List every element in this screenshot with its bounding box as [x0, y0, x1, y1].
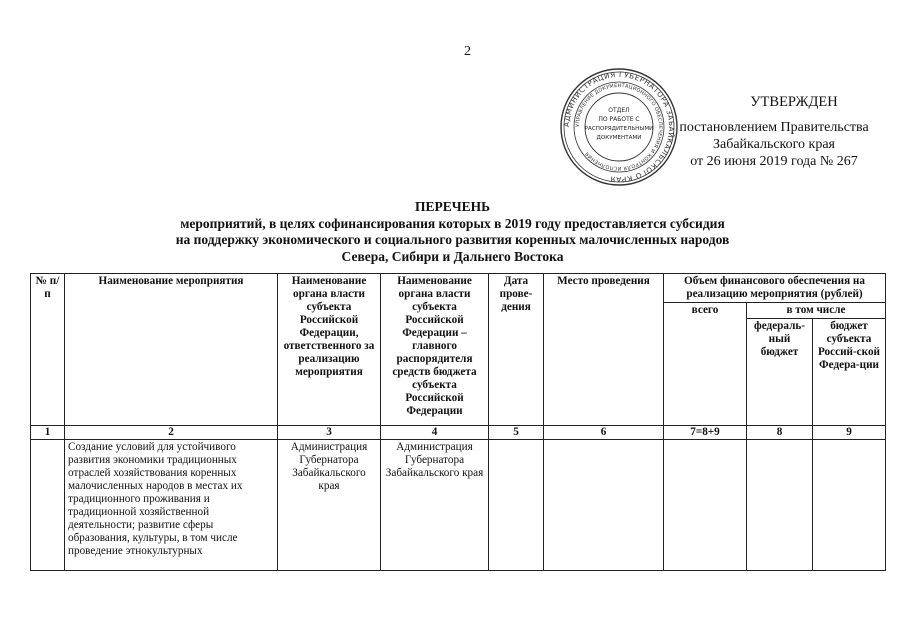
cell-regional	[813, 440, 886, 571]
column-number: 9	[813, 426, 886, 440]
title-line-4: Севера, Сибири и Дальнего Востока	[341, 248, 564, 264]
title-line-1: ПЕРЕЧЕНЬ	[414, 199, 491, 214]
events-table	[30, 273, 886, 571]
column-number: 7=8+9	[664, 426, 747, 440]
column-numbers-row	[31, 426, 886, 440]
page-number: 2	[464, 44, 471, 59]
seal-center-line-1: ОТДЕЛ	[608, 107, 630, 114]
seal-center-line-4: ДОКУМЕНТАМИ	[596, 135, 642, 141]
column-number: 5	[489, 426, 544, 440]
title-line-2: мероприятий, в целях софинансирования которых в 2019 году предоставляется субсидия	[180, 215, 725, 231]
column-number: 8	[747, 426, 813, 440]
table-row	[31, 440, 886, 571]
approval-line-2: Забайкальского края	[712, 137, 835, 152]
header-total: всего	[664, 303, 747, 426]
document-title	[90, 199, 815, 265]
approval-line-3: от 26 июня 2019 года № 267	[690, 154, 858, 169]
title-line-3: на поддержку экономического и социального развития коренных малочисленных народов	[175, 232, 730, 247]
cell-place	[544, 440, 664, 571]
cell-num	[31, 440, 65, 571]
header-including: в том числе	[747, 303, 886, 319]
cell-total	[664, 440, 747, 571]
approval-heading: УТВЕРЖДЕН	[750, 94, 838, 110]
column-number: 6	[544, 426, 664, 440]
header-num: № п/п	[31, 274, 65, 426]
header-federal: федераль-ный бюджет	[747, 319, 813, 426]
header-name: Наименование мероприятия	[65, 274, 278, 426]
column-number: 4	[381, 426, 489, 440]
header-regional: бюджет субъекта Россий-ской Федера-ции	[813, 319, 886, 426]
cell-distributor: Администрация Губернатора Забайкальского края	[381, 440, 489, 571]
approval-block	[660, 94, 888, 170]
header-volume: Объем финансового обеспечения на реализацию мероприятия (рублей)	[664, 274, 886, 303]
seal-center-line-3: РАСПОРЯДИТЕЛЬНЫМИ	[584, 126, 654, 132]
approval-line-1: постановлением Правительства	[679, 120, 869, 135]
cell-date	[489, 440, 544, 571]
seal-center-line-2: ПО РАБОТЕ С	[598, 116, 640, 123]
column-number: 2	[65, 426, 278, 440]
cell-federal	[747, 440, 813, 571]
cell-name: Создание условий для устойчивого развития экономики традиционных отраслей хозяйствования коренных малочисленных народов в местах их традиционного проживания и традиционной хозяйственной деятельности; развитие сферы образования, культуры, в том числе проведение этнокультурных	[65, 440, 278, 571]
header-distributor: Наименование органа власти субъекта Российской Федерации – главного распорядителя средств бюджета субъекта Российской Федерации	[381, 274, 489, 426]
column-number: 3	[278, 426, 381, 440]
header-place: Место проведения	[544, 274, 664, 426]
seal-inner-text: УПРАВЛЕНИЕ ДОКУМЕНТАЦИОННОГО ОБЕСПЕЧЕНИЯ И КОНТРОЛЯ ИСПОЛНЕНИЯ	[574, 82, 664, 172]
column-number: 1	[31, 426, 65, 440]
header-responsible: Наименование органа власти субъекта Российской Федерации, ответственного за реализацию мероприятия	[278, 274, 381, 426]
header-date: Дата прове-дения	[489, 274, 544, 426]
seal-outer-text: АДМИНИСТРАЦИЯ ГУБЕРНАТОРА ЗАБАЙКАЛЬСКОГО КРАЯ	[561, 69, 677, 185]
cell-responsible: Администрация Губернатора Забайкальского края	[278, 440, 381, 571]
